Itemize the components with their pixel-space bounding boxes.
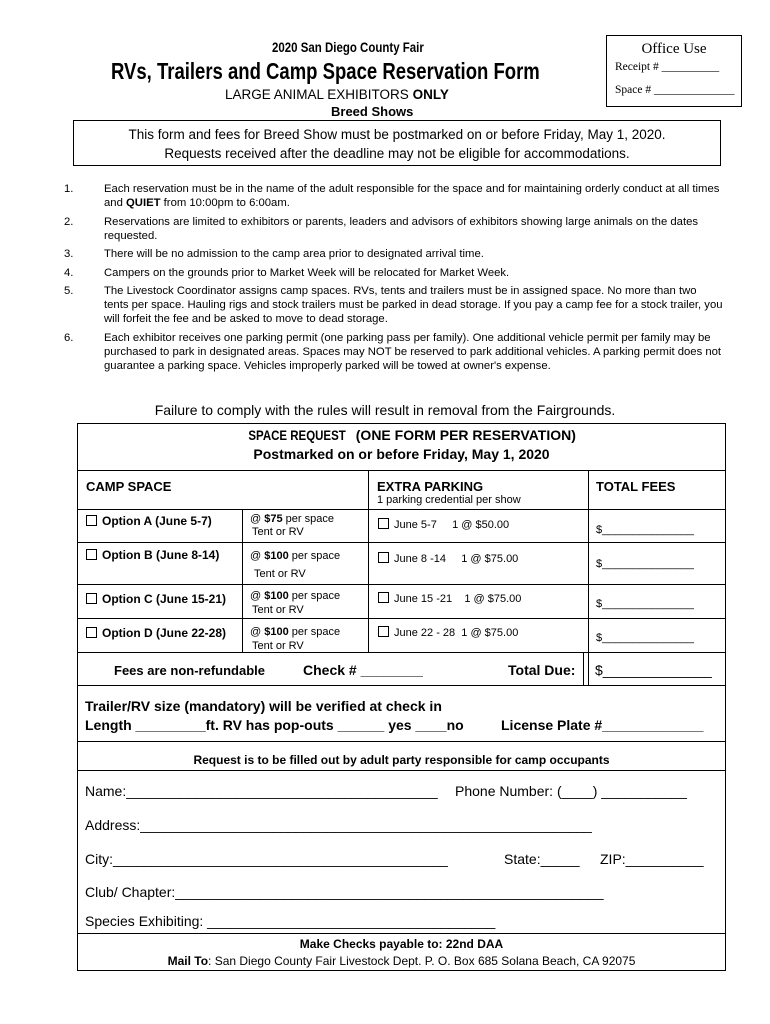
space-request-label: SPACE REQUEST (248, 427, 346, 443)
rule-text: There will be no admission to the camp area prior to designated arrival time. (104, 248, 484, 260)
postmarked-label: Postmarked on or before Friday, May 1, 2020 (253, 446, 550, 462)
one-form-label: (ONE FORM PER RESERVATION) (355, 427, 576, 443)
state-field[interactable]: State:_____ (504, 851, 580, 867)
checkbox-icon[interactable] (86, 549, 97, 560)
form-title: RVs, Trailers and Camp Space Reservation Form (111, 58, 540, 84)
fee-a-field[interactable]: $_______________ (596, 524, 694, 536)
rule-text: Campers on the grounds prior to Market Week will be relocated for Market Week. (104, 266, 510, 279)
checkbox-icon[interactable] (378, 552, 389, 563)
fee-c-field[interactable]: $_______________ (596, 598, 694, 610)
mail-to: Mail To: San Diego County Fair Livestock Dept. P. O. Box 685 Solana Beach, CA 92075 (167, 954, 636, 968)
checkbox-icon[interactable] (378, 592, 389, 603)
col-camp-space: CAMP SPACE (86, 479, 172, 494)
fair-title: 2020 San Diego County Fair (272, 39, 424, 55)
deadline-notice (73, 120, 721, 166)
space-request-form (77, 423, 726, 971)
check-number-field[interactable]: Check # ________ (303, 662, 423, 678)
option-c-checkbox[interactable]: Option C (June 15-21) (86, 592, 226, 606)
option-c-tent: Tent or RV (252, 604, 304, 616)
rule-number: 1. (64, 183, 74, 195)
rule-item (64, 266, 724, 280)
checkbox-icon[interactable] (378, 626, 389, 637)
option-b-tent: Tent or RV (254, 568, 306, 580)
space-line: Space # ______________ (615, 84, 735, 96)
option-d-tent: Tent or RV (252, 640, 304, 652)
option-a-price: @ $75 per space (250, 513, 334, 525)
option-b-price: @ $100 per space (250, 550, 341, 562)
name-field[interactable]: Name:________________________________________ (85, 783, 438, 799)
fee-d-field[interactable]: $_______________ (596, 632, 694, 644)
option-d-price: @ $100 per space (250, 626, 341, 638)
phone-field[interactable]: Phone Number: (____) ___________ (455, 783, 687, 799)
parking-b-checkbox[interactable]: June 8 -14 1 @ $75.00 (378, 552, 518, 565)
rules-list (64, 182, 724, 377)
occupant-note: Request is to be filled out by adult party responsible for camp occupants (193, 753, 610, 767)
option-a-checkbox[interactable]: Option A (June 5-7) (86, 514, 212, 528)
office-use-title: Office Use (641, 41, 707, 57)
city-field[interactable]: City:___________________________________________ (85, 851, 448, 867)
rule-text: The Livestock Coordinator assigns camp spaces. RVs, tents and trailers must be in assigned space. No more than two tents per space. Hauling rigs and stock trailers must be parked in dead storage. If you pay a camp fee for a stock trailer, you will forfeit the fee and be asked to move to dead storage. (104, 285, 723, 325)
checkbox-icon[interactable] (86, 627, 97, 638)
checkbox-icon[interactable] (86, 593, 97, 604)
club-chapter-field[interactable]: Club/ Chapter:_______________________________________________________ (85, 884, 604, 900)
rule-number: 2. (64, 215, 74, 228)
rule-number: 5. (64, 285, 74, 297)
rule-text: Reservations are limited to exhibitors or parents, leaders and advisors of exhibitors showing large animals on the dates requested. (104, 215, 699, 242)
rule-text: Each exhibitor receives one parking permit (one parking pass per family). One additional vehicle permit per family may be purchased to park in designated areas. Spaces may NOT be reserved to park additional vehicles. A parking permit does not guarantee a parking space. Vehicles improperly parked will be towed at owner's expense. (104, 331, 722, 372)
rule-item (64, 247, 724, 261)
rule-number: 4. (64, 266, 74, 279)
col-total-fees: TOTAL FEES (596, 479, 676, 494)
total-due-field[interactable]: $______________ (595, 662, 712, 678)
breed-shows: Breed Shows (331, 104, 414, 119)
parking-d-checkbox[interactable]: June 22 - 28 1 @ $75.00 (378, 626, 518, 639)
subtitle: LARGE ANIMAL EXHIBITORS ONLY (225, 87, 449, 102)
checks-payable: Make Checks payable to: 22nd DAA (299, 937, 504, 951)
receipt-line: Receipt # __________ (615, 61, 720, 73)
rule-item (64, 182, 724, 210)
parking-c-checkbox[interactable]: June 15 -21 1 @ $75.00 (378, 592, 521, 605)
checkbox-icon[interactable] (86, 515, 97, 526)
rule-item (64, 215, 724, 243)
rule-number: 6. (64, 331, 74, 344)
species-field[interactable]: Species Exhibiting: _____________________________________ (85, 913, 496, 929)
total-due-label: Total Due: (508, 662, 576, 678)
rule-number: 3. (64, 248, 74, 260)
license-plate-field[interactable]: License Plate #_____________ (501, 717, 704, 733)
address-field[interactable]: Address:__________________________________________________________ (85, 817, 592, 833)
length-popouts-field[interactable]: Length _________ft. RV has pop-outs ______ yes ____no (85, 717, 464, 733)
option-c-price: @ $100 per space (250, 590, 341, 602)
col-extra-parking: EXTRA PARKING (377, 479, 484, 494)
notice-line-1: This form and fees for Breed Show must be postmarked on or before Friday, May 1, 2020. (128, 127, 666, 142)
fee-b-field[interactable]: $_______________ (596, 558, 694, 570)
checkbox-icon[interactable] (378, 518, 389, 529)
trailer-size-note: Trailer/RV size (mandatory) will be verified at check in (85, 698, 442, 714)
option-b-checkbox[interactable]: Option B (June 8-14) (86, 548, 219, 562)
notice-line-2: Requests received after the deadline may not be eligible for accommodations. (164, 146, 630, 161)
zip-field[interactable]: ZIP:__________ (600, 851, 704, 867)
parking-a-checkbox[interactable]: June 5-7 1 @ $50.00 (378, 518, 509, 531)
col-extra-sub: 1 parking credential per show (377, 494, 521, 506)
rule-item (64, 331, 724, 373)
failure-warning: Failure to comply with the rules will result in removal from the Fairgrounds. (154, 402, 616, 418)
nonrefundable-note: Fees are non-refundable (114, 663, 265, 678)
option-a-tent: Tent or RV (252, 526, 304, 538)
option-d-checkbox[interactable]: Option D (June 22-28) (86, 626, 226, 640)
rule-text: Each reservation must be in the name of the adult responsible for the space and for maintaining orderly conduct at all times and QUIET from 10:00pm to 6:00am. (104, 183, 720, 209)
office-use-box (606, 35, 742, 107)
rule-item (64, 284, 724, 326)
space-request-heading (78, 427, 725, 443)
